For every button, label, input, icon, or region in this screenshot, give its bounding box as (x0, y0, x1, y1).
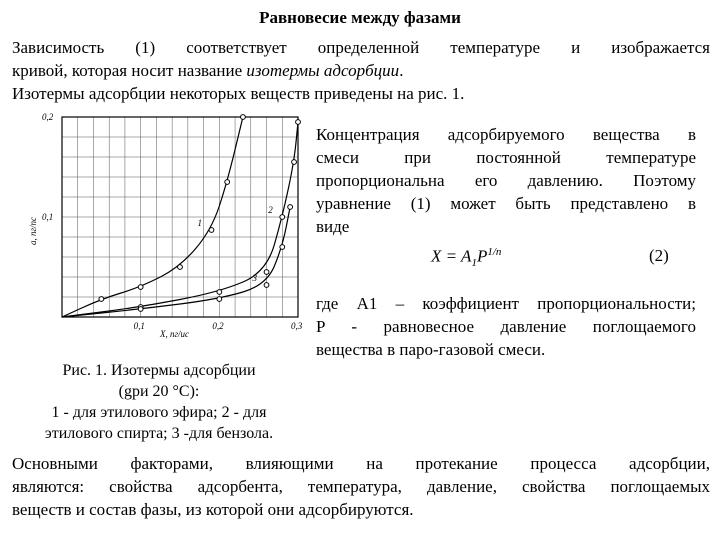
y-axis-label: a, пг/пс (28, 216, 38, 245)
equation-p: P (476, 246, 488, 266)
chart-grid (62, 117, 298, 317)
equation-sub: 1 (471, 257, 477, 270)
right-line-2: смеси при постоянной температуре (316, 148, 696, 167)
series-2-point (292, 160, 297, 165)
definition-line-1: где A1 – коэффициент пропорциональности; (316, 294, 696, 313)
bottom-line-3: веществ и состав фазы, из которой они адсорбируются. (12, 500, 414, 519)
series-2-line (62, 122, 298, 317)
series-3-point (217, 297, 222, 302)
isotherm-term: изотермы адсорбции (246, 61, 400, 80)
equation-number: (2) (649, 246, 669, 265)
isotherm-chart (20, 105, 310, 343)
x-axis-label: X, пг/ис (160, 329, 190, 339)
bottom-line-1: Основными факторами, влияющими на протекание процесса адсорбции, (12, 454, 710, 473)
bottom-line-2: являются: свойства адсорбента, температура, давление, свойства поглощаемых (12, 477, 710, 496)
equation-lhs: X = A (431, 246, 472, 266)
right-line-5: виде (316, 217, 350, 236)
series-1-label: 1 (197, 218, 202, 228)
x-tick-label: 0,2 (212, 321, 224, 331)
x-tick-label: 0,1 (133, 321, 145, 331)
chart-curves (62, 115, 300, 317)
right-line-3: пропорциональна его давлению. Поэтому (316, 171, 696, 190)
equation-body (431, 246, 501, 269)
intro-line-2 (12, 59, 710, 82)
caption-line-1: Рис. 1. Изотермы адсорбции (62, 362, 256, 379)
right-line-4: уравнение (1) может быть представлено в (316, 194, 696, 213)
intro-line-3: Изотермы адсорбции некоторых веществ приведены на рис. 1. (12, 84, 465, 103)
series-3-point (288, 205, 293, 210)
y-tick-label: 0,1 (42, 212, 54, 222)
series-3-point (280, 245, 285, 250)
series-1-point (99, 297, 104, 302)
series-1-point (138, 285, 143, 290)
bottom-paragraph (12, 452, 710, 521)
definition-line-3: вещества в паро-газовой смеси. (316, 340, 546, 359)
caption-line-4: этилового спирта; 3 -для бензола. (44, 425, 274, 442)
caption-line-2: (gри 20 °C): (118, 383, 200, 400)
caption-line-3: 1 - для этилового эфира; 2 - для (51, 404, 267, 421)
series-1-point (178, 265, 183, 270)
series-1-point (209, 228, 214, 233)
intro-line-2-prefix: кривой, которая носит название (12, 61, 247, 80)
series-3-point (264, 283, 269, 288)
series-2-point (280, 215, 285, 220)
series-2-label: 2 (268, 205, 273, 215)
series-2-point (296, 120, 301, 125)
figure-caption (14, 360, 304, 444)
series-2-point (264, 270, 269, 275)
definition-line-2: P - равновесное давление поглощаемого (316, 317, 696, 336)
intro-line-2-suffix: . (399, 61, 404, 80)
series-3-label: 3 (252, 273, 258, 283)
x-tick-label: 0,3 (291, 321, 303, 331)
series-1-point (225, 180, 230, 185)
definitions-paragraph (316, 292, 696, 361)
page-title: Равновесие между фазами (259, 8, 461, 27)
equation-2 (316, 246, 696, 270)
equation-sup: 1/n (487, 246, 502, 258)
intro-line-1: Зависимость (1) соответствует определенной температуре и изображается (12, 38, 710, 57)
right-paragraph (316, 123, 696, 238)
series-2-point (217, 290, 222, 295)
series-1-point (241, 115, 246, 120)
right-line-1: Концентрация адсорбируемого вещества в (316, 125, 696, 144)
series-3-point (138, 307, 143, 312)
y-tick-label: 0,2 (42, 112, 54, 122)
